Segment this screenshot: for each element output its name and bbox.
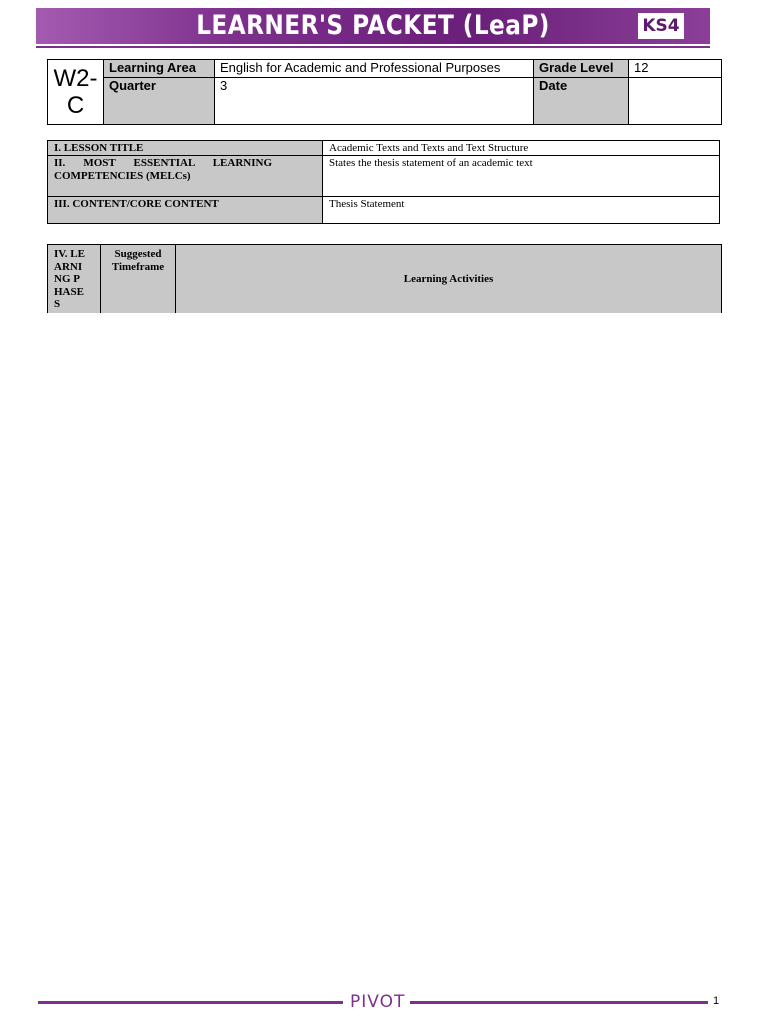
key-stage-badge: KS4 (638, 13, 684, 39)
banner-title: LEARNER'S PACKET (LeaP) (196, 10, 550, 41)
learning-activities-header: Learning Activities (176, 245, 722, 314)
footer-rule-left (38, 1001, 343, 1004)
lesson-title-value: Academic Texts and Texts and Text Structure (323, 141, 720, 156)
quarter-label: Quarter (104, 78, 215, 125)
pivot-logo: PIVOT (350, 992, 406, 1012)
learning-phases-table (47, 244, 722, 313)
grade-level-value: 12 (629, 60, 722, 78)
learning-area-value: English for Academic and Professional Purposes (215, 60, 534, 78)
week-code: W2-C (48, 60, 104, 125)
footer-rule-right (410, 1001, 708, 1004)
date-label: Date (534, 78, 629, 125)
melcs-value: States the thesis statement of an academic text (323, 156, 720, 197)
lesson-table (47, 140, 720, 224)
header-banner (36, 8, 710, 44)
lesson-title-label: I. LESSON TITLE (48, 141, 323, 156)
learning-area-label: Learning Area (104, 60, 215, 78)
date-value (629, 78, 722, 125)
content-value: Thesis Statement (323, 197, 720, 224)
quarter-value: 3 (215, 78, 534, 125)
banner-underline (36, 46, 710, 48)
melcs-label: II. MOST ESSENTIAL LEARNING COMPETENCIES (MELCs) (48, 156, 323, 197)
timeframe-header: Suggested Timeframe (101, 245, 176, 314)
packet-info-table (47, 59, 722, 125)
learning-phases-header: IV. LEARNING PHASES (48, 245, 101, 314)
grade-level-label: Grade Level (534, 60, 629, 78)
content-label: III. CONTENT/CORE CONTENT (48, 197, 323, 224)
page-number: 1 (713, 995, 720, 1007)
